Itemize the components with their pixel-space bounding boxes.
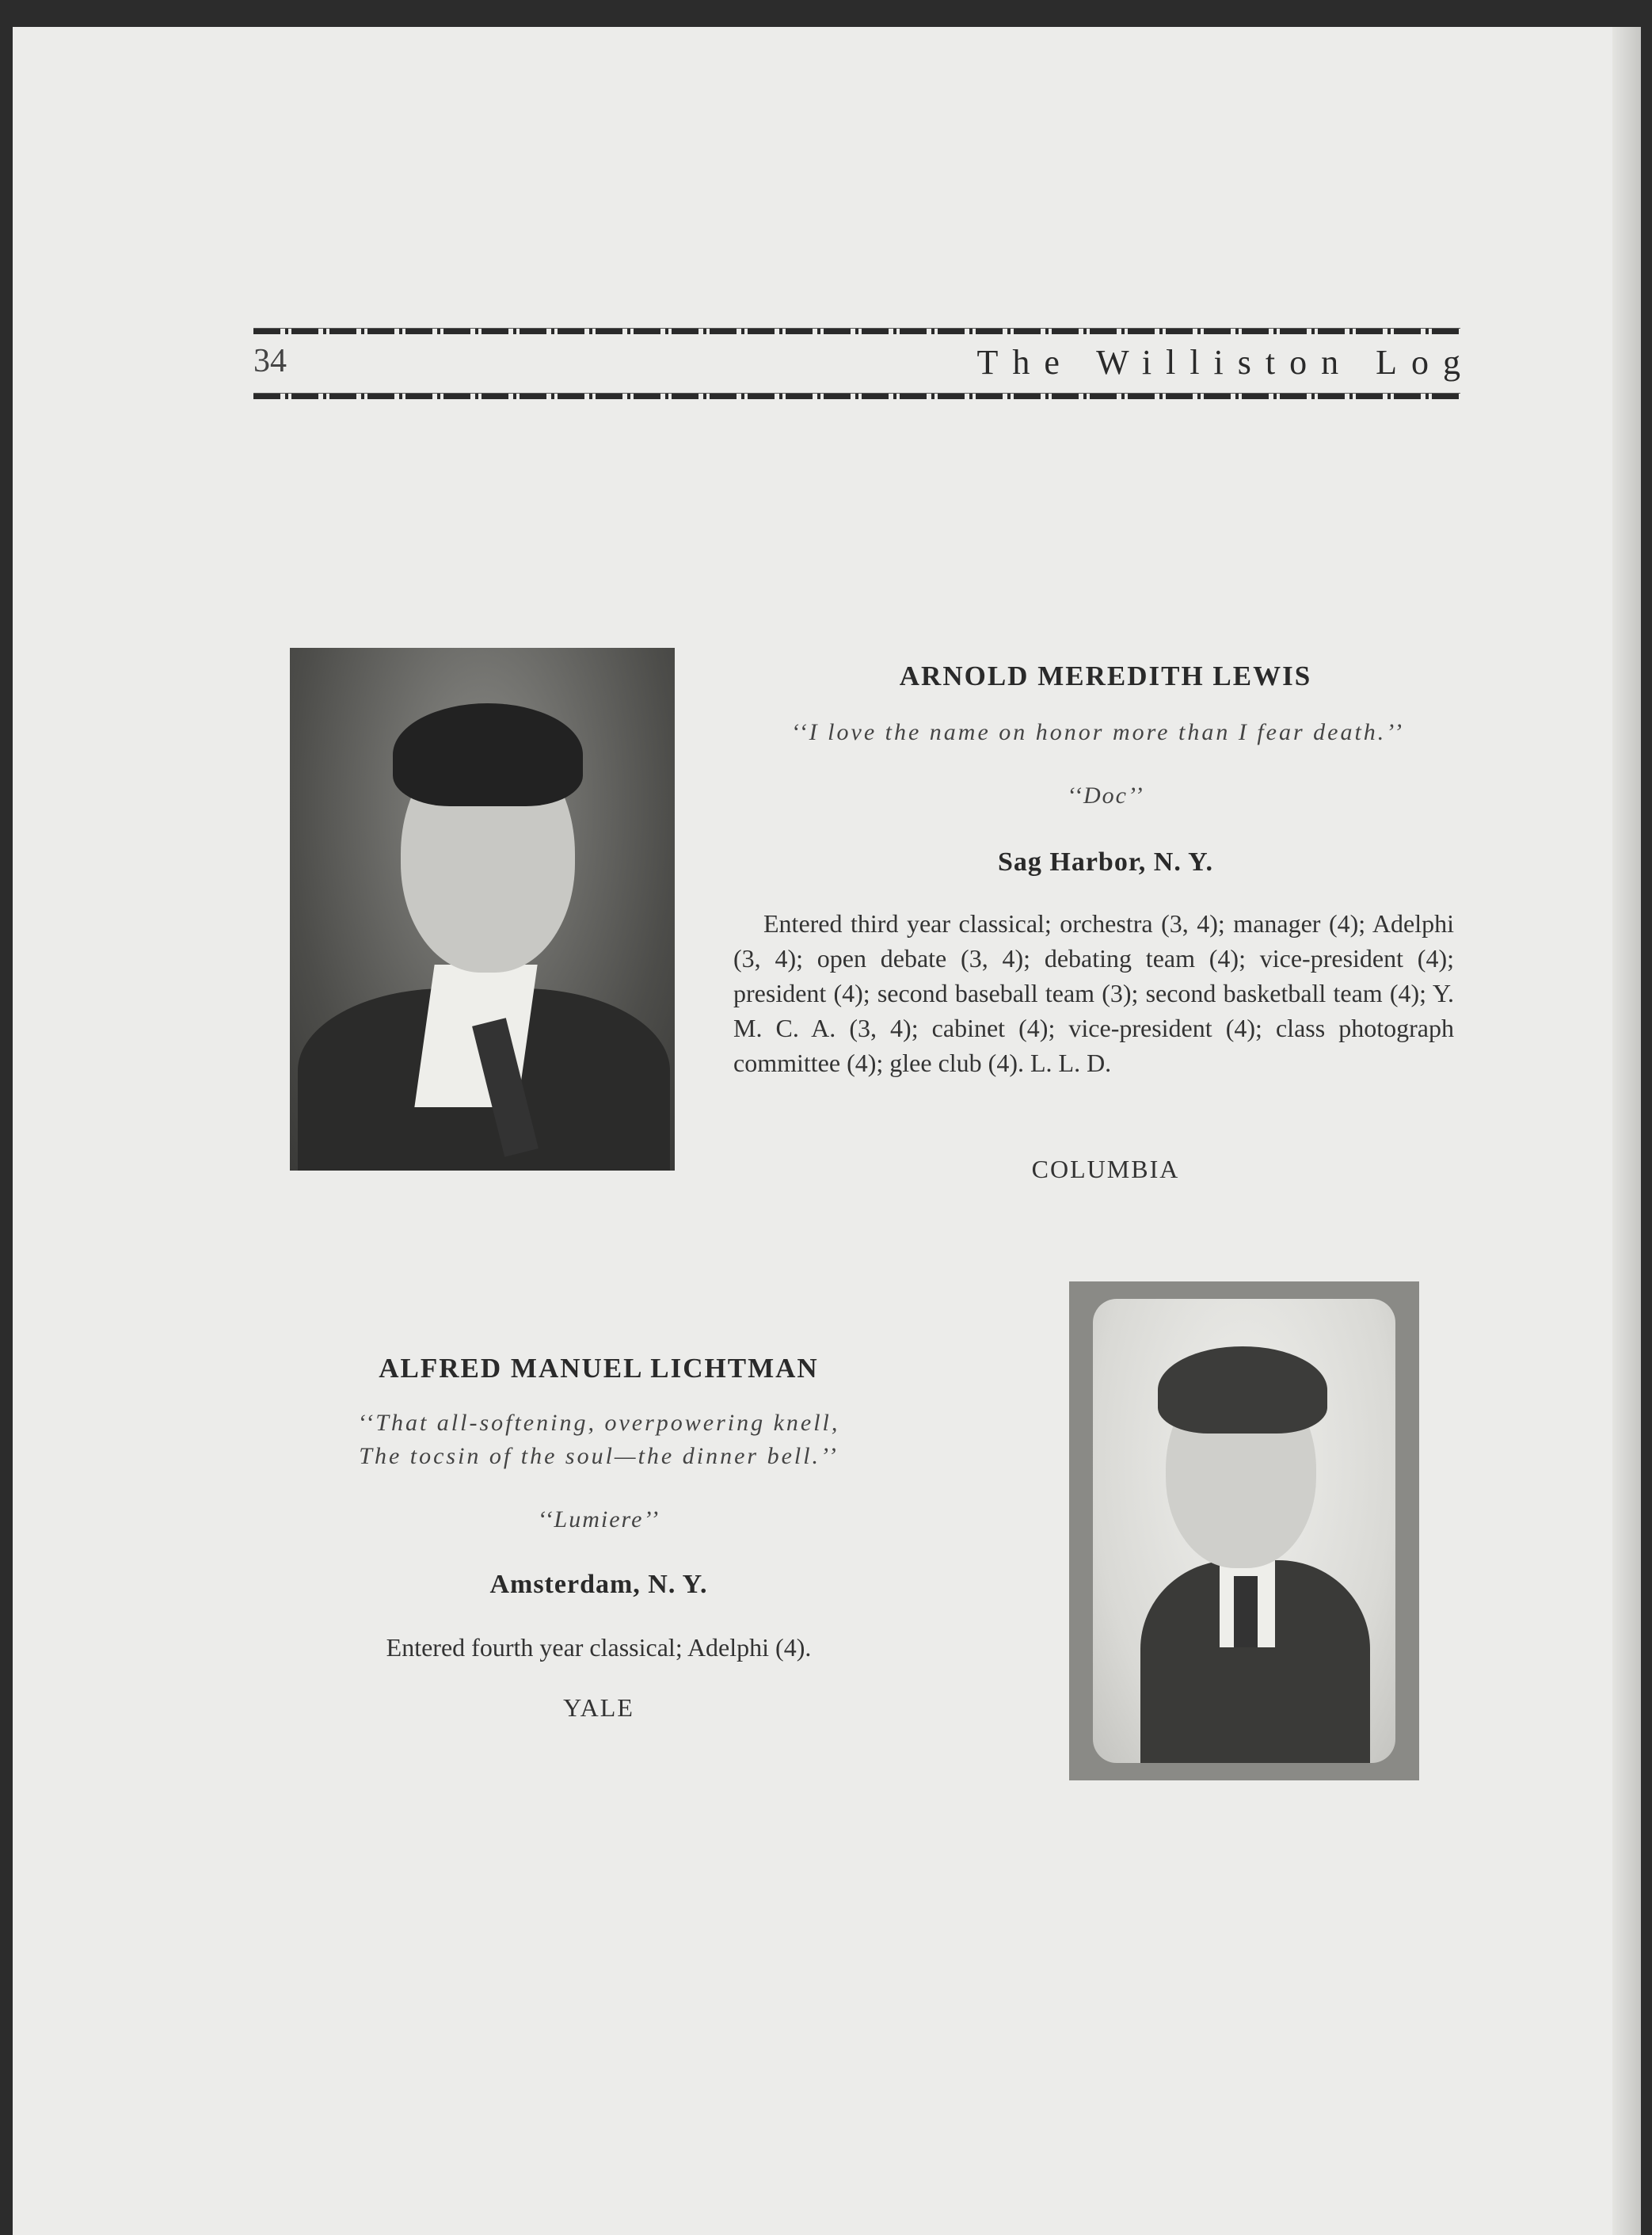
entry-name: ALFRED MANUEL LICHTMAN bbox=[379, 1353, 819, 1384]
entry-college: COLUMBIA bbox=[1031, 1155, 1180, 1183]
entry-quote: ‘‘I love the name on honor more than I fear death.’’ bbox=[791, 719, 1404, 745]
entry-nickname: ‘‘Lumiere’’ bbox=[537, 1506, 660, 1533]
yearbook-page bbox=[13, 27, 1641, 2235]
entry-college: YALE bbox=[563, 1693, 634, 1722]
portrait-photo-lichtman bbox=[1069, 1281, 1419, 1780]
entry-hometown: Amsterdam, N. Y. bbox=[489, 1570, 708, 1599]
page-number: 34 bbox=[253, 343, 287, 379]
entry-name: ARNOLD MEREDITH LEWIS bbox=[899, 661, 1312, 691]
running-title: The Williston Log bbox=[976, 343, 1475, 382]
entry-hometown: Sag Harbor, N. Y. bbox=[997, 847, 1214, 877]
header-rule-bottom bbox=[253, 393, 1460, 399]
entry-nickname: ‘‘Doc’’ bbox=[1067, 782, 1144, 809]
portrait-photo-lewis bbox=[290, 648, 675, 1171]
entry-record: Entered fourth year classical; Adelphi (4). bbox=[386, 1633, 812, 1662]
header-rule-top bbox=[253, 328, 1460, 334]
page-spine-edge bbox=[1612, 27, 1641, 2235]
entry-quote-line-1: ‘‘That all-softening, overpowering knell, bbox=[357, 1410, 840, 1436]
entry-quote-line-2: The tocsin of the soul—the dinner bell.’’ bbox=[359, 1443, 839, 1469]
entry-record: Entered third year classical; orchestra (3, 4); manager (4); Adelphi (3, 4); open debate (3, 4); debating team (4); vice-president (4); president (4); second baseball team (3); second basketball team (4); Y. M. C. A. (3, 4); cabinet (4); vice-president (4); class photograph committee (4); glee club (4). L. L. D. bbox=[733, 909, 1454, 1077]
